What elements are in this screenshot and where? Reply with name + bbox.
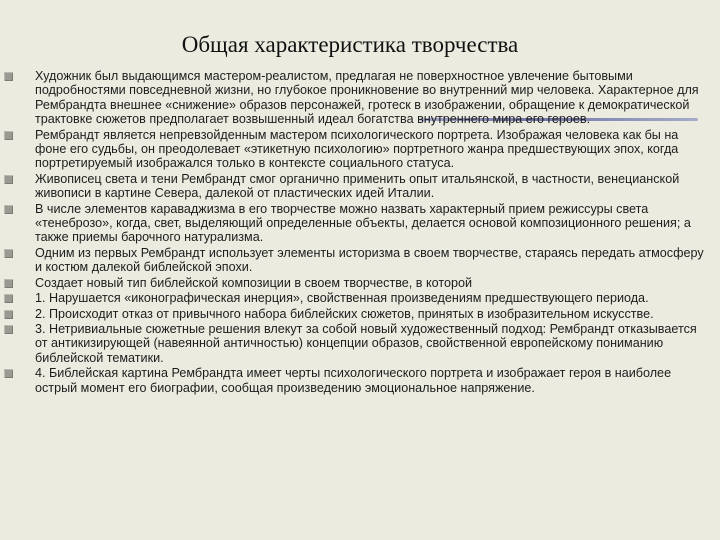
square-bullet-icon bbox=[4, 369, 13, 378]
slide-title bbox=[0, 32, 720, 58]
list-item-text: Создает новый тип библейской композиции в своем творчестве, в которой bbox=[35, 275, 473, 290]
list-item bbox=[4, 128, 712, 171]
list-item-text: В числе элементов караваджизма в его творчестве можно назвать характерный прием режиссуры света «тенеброзо», когда, свет, выделяющий определенные объекты, делается основой композиционного решения; а также приемы барочного натурализма. bbox=[35, 201, 691, 245]
list-item-text: Живописец света и тени Рембрандт смог органично применить опыт итальянской, в частности, венецианской живописи в картине Севера, далекой от пластических идей Италии. bbox=[35, 171, 680, 201]
square-bullet-icon bbox=[4, 131, 13, 140]
square-bullet-icon bbox=[4, 310, 13, 319]
list-item bbox=[4, 322, 712, 365]
list-item-text: 4. Библейская картина Рембрандта имеет черты психологического портрета и изображает героя в наиболее острый момент его биографии, сообщая произведению эмоциональное напряжение. bbox=[35, 366, 672, 395]
list-item bbox=[4, 307, 712, 321]
list-item bbox=[4, 172, 712, 201]
list-item bbox=[4, 202, 712, 245]
square-bullet-icon bbox=[4, 294, 13, 303]
square-bullet-icon bbox=[4, 72, 13, 81]
square-bullet-icon bbox=[4, 325, 13, 334]
list-item-text: 3. Нетривиальные сюжетные решения влекут за собой новый художественный подход: Рембрандт отказывается от антикизирующей (навеянной античностью) концепции образов, свойственной европейскому пониманию библейской тематики. bbox=[35, 321, 697, 365]
list-item bbox=[4, 276, 712, 290]
list-item-text: Художник был выдающимся мастером-реалистом, предлагая не поверхностное увлечение бытовыми подробностями повседневной жизни, но глубокое проникновение во внутренний мир человека. Характерное для Рембрандта внешнее «снижение» образов персонажей, гротеск в изображении, обращение к демократической трактовке сюжетов предполагает возвышенный идеал богатства внутреннего мира его героев. bbox=[35, 69, 699, 127]
list-item bbox=[4, 291, 712, 305]
slide-title-text: Общая характеристика творчества bbox=[181, 32, 519, 57]
list-item-text: Рембрандт является непревзойденным мастером психологического портрета. Изображая человека как бы на фоне его судьбы, он преодолевает «этикетную психологию» портретного жанра предшествующих эпох, когда портретируемый изображался только в контексте социального статуса. bbox=[35, 127, 679, 171]
bullet-list bbox=[4, 69, 712, 396]
list-item bbox=[4, 246, 712, 275]
list-item bbox=[4, 366, 712, 395]
square-bullet-icon bbox=[4, 279, 13, 288]
list-item-text: Одним из первых Рембрандт использует элементы историзма в своем творчестве, стараясь передать атмосферу и костюм далекой библейской эпохи. bbox=[35, 245, 704, 275]
square-bullet-icon bbox=[4, 249, 13, 258]
list-item bbox=[4, 69, 712, 127]
square-bullet-icon bbox=[4, 205, 13, 214]
list-item-text: 2. Происходит отказ от привычного набора библейских сюжетов, принятых в изобразительном искусстве. bbox=[35, 306, 654, 321]
square-bullet-icon bbox=[4, 175, 13, 184]
list-item-text: 1. Нарушается «иконографическая инерция», свойственная произведениям предшествующего периода. bbox=[35, 291, 649, 306]
